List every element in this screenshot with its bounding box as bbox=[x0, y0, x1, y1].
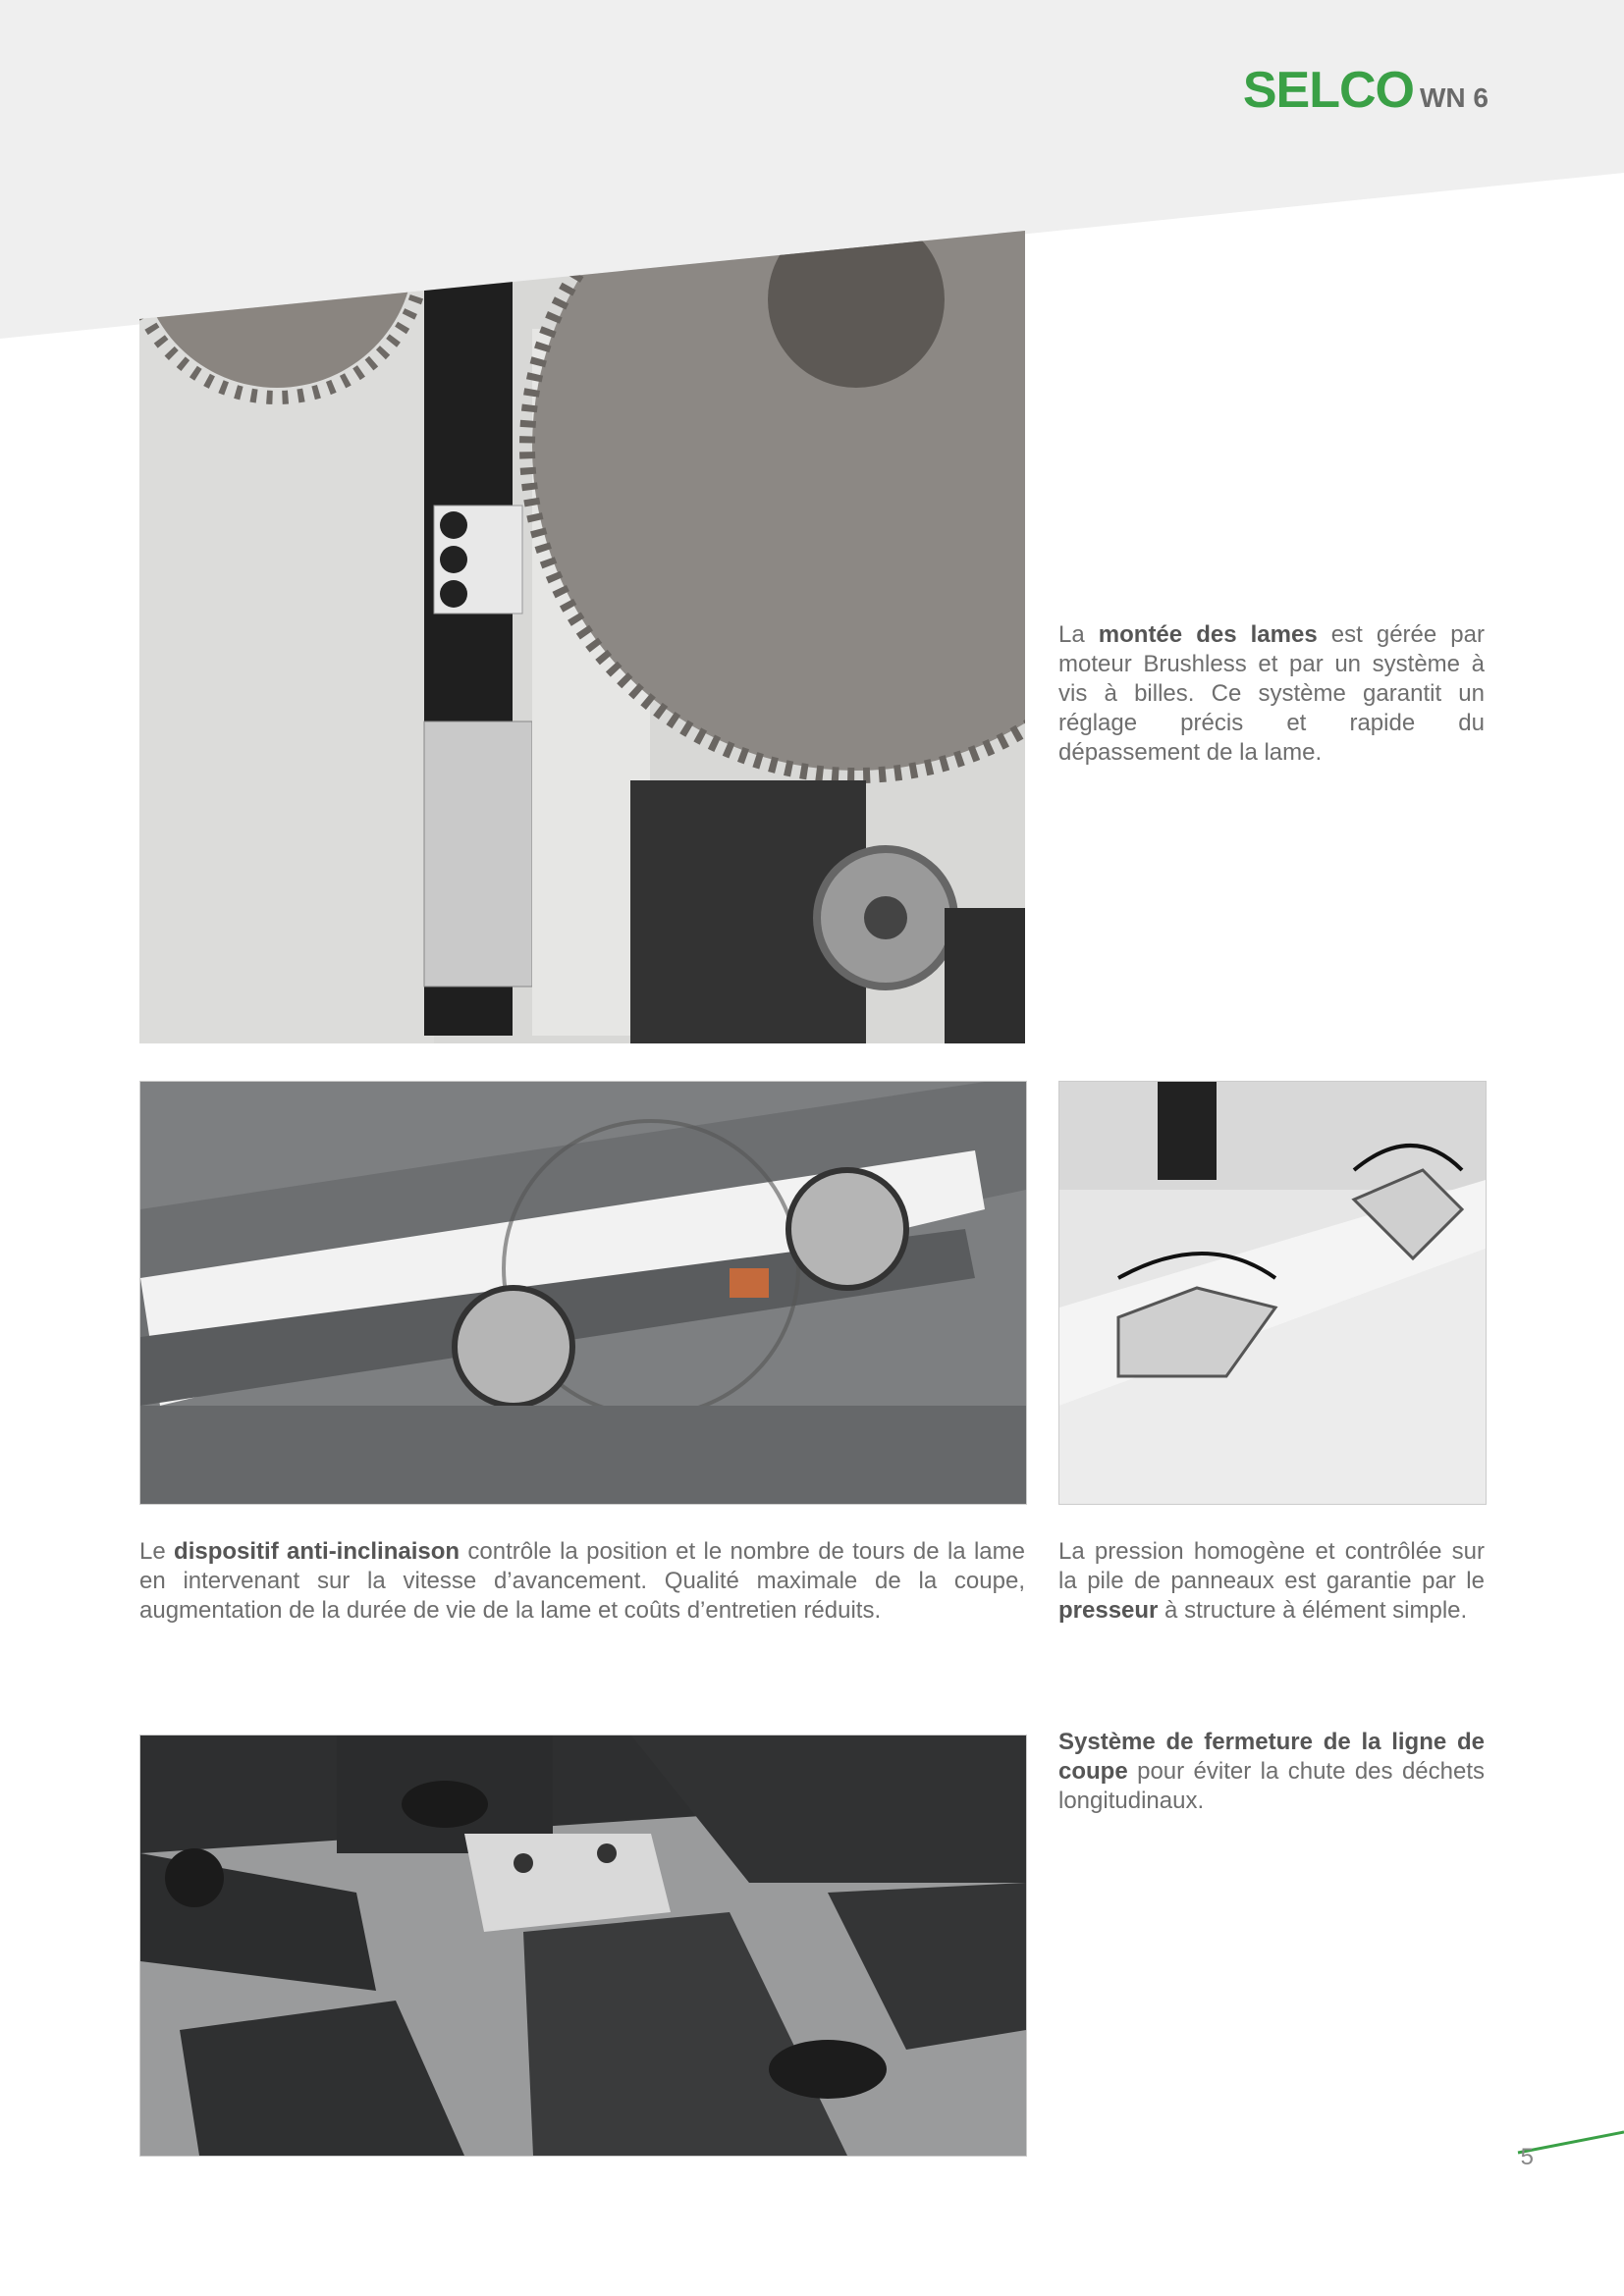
brand-name: SELCO bbox=[1242, 62, 1414, 119]
photo-closure-system bbox=[139, 1735, 1027, 2157]
brand-logo bbox=[1243, 61, 1489, 120]
photo-presser bbox=[1058, 1081, 1487, 1505]
model-label: WN 6 bbox=[1420, 82, 1489, 113]
caption-blade-rise: La montée des lames est gérée par moteur Brushless et par un système à vis à billes. Ce système garantit un réglage précis et rapide du dépassement de la lame. bbox=[1058, 621, 1485, 766]
caption-presser: La pression homogène et contrôlée sur la pile de panneaux est garantie par le presseur à structure à élément simple. bbox=[1058, 1538, 1485, 1624]
caption-closure-system: Système de fermeture de la ligne de coupe pour éviter la chute des déchets longitudinaux. bbox=[1058, 1729, 1485, 1814]
caption-bold: presseur bbox=[1058, 1597, 1159, 1624]
green-accent-line bbox=[1518, 2132, 1624, 2153]
caption-bold: Système de fermeture de la ligne de coupe bbox=[1058, 1729, 1485, 1785]
page-number: 5 bbox=[1520, 2144, 1534, 2170]
caption-anti-tilt: Le dispositif anti-inclinaison contrôle la position et le nombre de tours de la lame en intervenant sur la vitesse d’avancement. Qualité maximale de la coupe, augmentation de la durée de vie de la lame et coûts d’entretien réduits. bbox=[139, 1538, 1025, 1624]
photo-anti-tilt bbox=[139, 1081, 1027, 1505]
photo-blade-rise bbox=[139, 231, 1025, 1043]
caption-bold: montée des lames bbox=[1098, 621, 1318, 648]
caption-bold: dispositif anti-inclinaison bbox=[174, 1538, 460, 1565]
